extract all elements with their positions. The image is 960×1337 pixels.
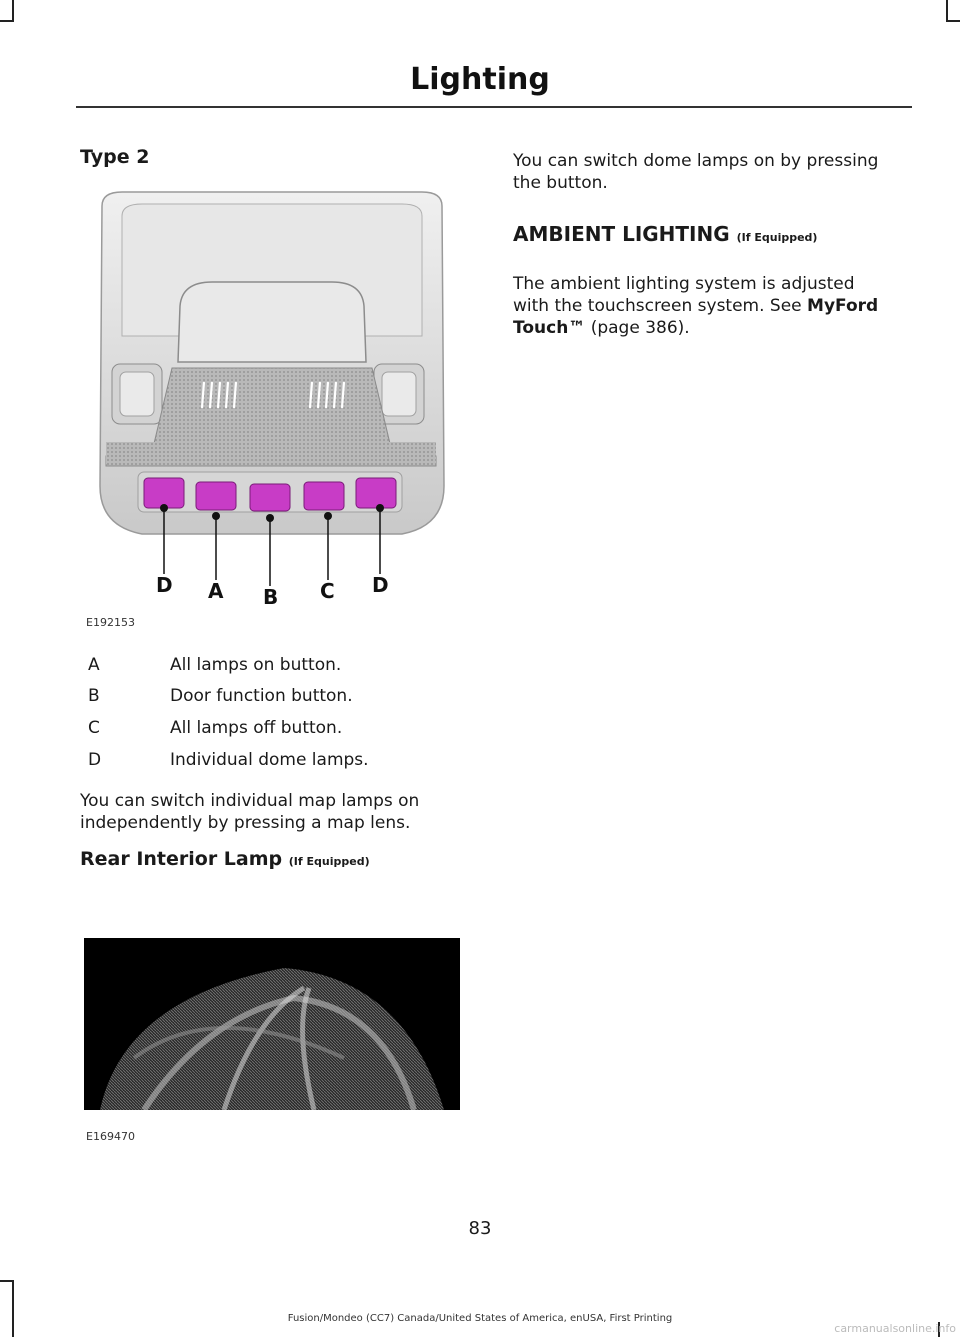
- ambient-lighting-heading: [513, 222, 817, 246]
- document-info: Fusion/Mondeo (CC7) Canada/United States of America, enUSA, First Printing: [287, 1313, 673, 1324]
- callout-a: A: [208, 579, 224, 603]
- crop-mark-top-right-h: [946, 20, 960, 22]
- callout-d-left: D: [156, 573, 173, 597]
- paragraph-line: the button.: [513, 173, 608, 193]
- if-equipped-label: (If Equipped): [288, 855, 370, 868]
- callout-b: B: [263, 585, 279, 606]
- type-heading: Type 2: [80, 146, 150, 168]
- legend-text: Door function button.: [170, 686, 353, 706]
- paragraph-line: You can switch dome lamps on by pressing: [513, 151, 879, 171]
- page-reference: (page 386).: [585, 318, 690, 338]
- overhead-console-illustration: [82, 186, 462, 606]
- rear-lamp-figure: [84, 938, 460, 1110]
- paragraph-text: with the touchscreen system. See: [513, 296, 808, 316]
- myford-touch-link[interactable]: Touch™: [513, 318, 586, 338]
- header-rule: [76, 106, 912, 108]
- paragraph-line: [513, 317, 923, 339]
- page-number: 83: [468, 1218, 492, 1239]
- paragraph-line: You can switch individual map lamps on: [80, 791, 420, 811]
- map-lamps-paragraph: [80, 790, 480, 834]
- callout-c: C: [320, 579, 335, 603]
- crop-mark-bottom-left-h: [0, 1280, 14, 1282]
- legend-key: A: [88, 655, 100, 675]
- paragraph-line: [513, 295, 923, 317]
- heading-text: Rear Interior Lamp: [80, 848, 283, 870]
- callout-d-right: D: [372, 573, 389, 597]
- legend-text: All lamps on button.: [170, 655, 342, 675]
- paragraph-line: The ambient lighting system is adjusted: [513, 274, 855, 294]
- crop-mark-bottom-left: [12, 1280, 14, 1337]
- legend-key: D: [88, 750, 102, 770]
- rear-lamp-illustration: [84, 938, 460, 1110]
- overhead-console-figure: [82, 186, 462, 606]
- crop-mark-top-left: [12, 0, 14, 22]
- figure-code-1: E192153: [86, 616, 135, 629]
- legend-text: Individual dome lamps.: [170, 750, 369, 770]
- rear-interior-lamp-heading: [80, 848, 370, 870]
- heading-text: AMBIENT LIGHTING: [513, 222, 730, 246]
- paragraph-line: independently by pressing a map lens.: [80, 813, 411, 833]
- myford-link-part[interactable]: MyFord: [807, 296, 879, 316]
- watermark: carmanualsonline.info: [834, 1322, 956, 1335]
- dome-lamps-paragraph: [513, 150, 923, 194]
- legend-text: All lamps off button.: [170, 718, 343, 738]
- page-title: Lighting: [410, 62, 550, 97]
- ambient-lighting-paragraph: [513, 273, 923, 339]
- if-equipped-label: (If Equipped): [736, 231, 818, 244]
- crop-mark-top-right: [946, 0, 948, 22]
- legend-key: B: [88, 686, 100, 706]
- legend-key: C: [88, 718, 100, 738]
- crop-mark-top-left-h: [0, 20, 14, 22]
- figure-code-2: E169470: [86, 1130, 135, 1143]
